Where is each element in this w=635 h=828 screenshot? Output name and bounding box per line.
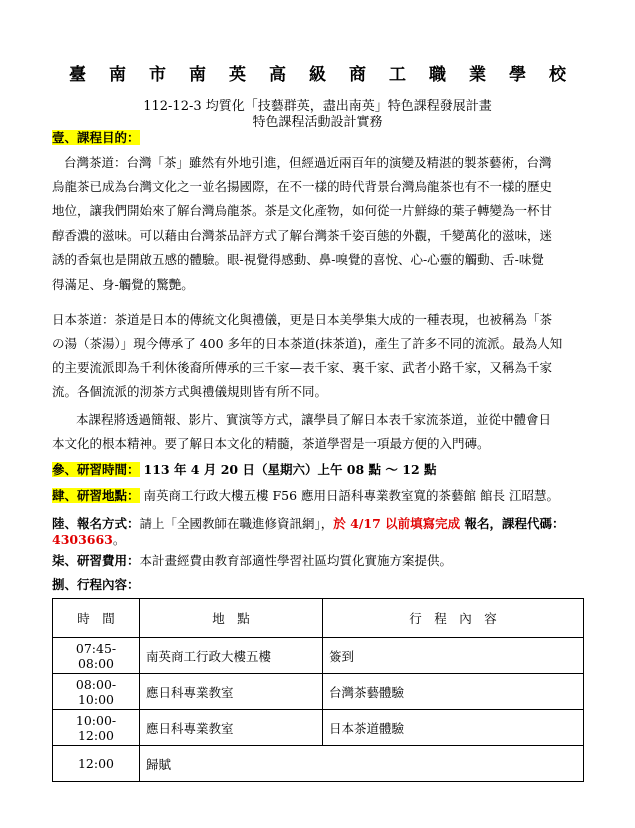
registration-text-2: 報名，課程代碼：: [460, 516, 565, 531]
section6-line: [52, 551, 452, 569]
section6-heading: 柒、研習費用：: [52, 553, 140, 568]
para1-line: 得滿足、身-觸覺的驚艷。: [52, 277, 194, 292]
para1-line: 烏龍茶已成為台灣文化之一並名揚國際，在不一樣的時代背景台灣烏龍茶也有不一樣的歷史: [52, 179, 553, 194]
para2-line: 的主要流派即為千利休後裔所傳承的三千家—表千家、裏千家、武者小路千家，又稱為千家: [52, 360, 553, 375]
school-title: 臺南市南英高級商工職業學校: [69, 65, 589, 85]
table-row: [53, 710, 584, 746]
course-subtitle: 特色課程活動設計實務: [252, 115, 383, 130]
section1-heading-line: [52, 128, 140, 146]
row-place: 應日科專業教室: [140, 674, 323, 710]
section4-line: [52, 486, 559, 504]
training-fee: 本計畫經費由教育部適性學習社區均質化實施方案提供。: [139, 553, 453, 568]
plan-subtitle: 112-12-3 均質化「技藝群英，盡出南英」特色課程發展計畫: [143, 99, 492, 114]
section1-heading: 壹、課程目的：: [52, 130, 140, 145]
section5-line: [52, 514, 565, 532]
row-place: 應日科專業教室: [140, 710, 323, 746]
table-row: [53, 674, 584, 710]
section7-line: [52, 575, 140, 593]
row-content: 台灣茶藝體驗: [323, 674, 584, 710]
header-time: 時 間: [53, 599, 140, 638]
course-code: 4303663: [52, 532, 113, 547]
para1-line: 地位，讓我們開始來了解台灣烏龍茶。茶是文化產物，如何從一片鮮綠的葉子轉變為一杯甘: [52, 203, 553, 218]
para2-line: 流。各個流派的沏茶方式與禮儀規則皆有所不同。: [52, 384, 328, 399]
row-time: 12:00: [53, 746, 140, 782]
registration-text: 請上「全國教師在職進修資訊網」，: [139, 516, 334, 531]
training-location: 南英商工行政大樓五樓 F56 應用日語科專業教室寬的茶藝館 館長 江昭慧。: [143, 488, 559, 503]
para2-line: 日本茶道：茶道是日本的傳統文化與禮儀，更是日本美學集大成的一種表現，也被稱為「茶: [52, 312, 553, 327]
para3-line: 本課程將透過簡報、影片、實演等方式，讓學員了解日本表千家流茶道，並從中體會日: [76, 412, 552, 427]
section3-line: [52, 460, 437, 478]
row-place: 歸賦: [140, 746, 584, 782]
row-time: 07:45-08:00: [53, 638, 140, 674]
table-row: [53, 638, 584, 674]
training-time: 113 年 4 月 20 日（星期六）上午 08 點 ～ 12 點: [143, 462, 437, 477]
row-content: 簽到: [323, 638, 584, 674]
para1-line: 醇香濃的滋味。可以藉由台灣茶品評方式了解台灣茶千姿百態的外觀，千變萬化的滋味，迷: [52, 228, 553, 243]
row-time: 10:00-12:00: [53, 710, 140, 746]
schedule-header-row: [53, 599, 584, 638]
section4-heading: 肆、研習地點：: [52, 488, 140, 503]
schedule-table: [52, 598, 584, 782]
para1-line: 誘的香氣也是開啟五感的體驗。眼-視覺得感動、鼻-嗅覺的喜悅、心-心靈的觸動、舌-味覺: [52, 252, 544, 267]
para1-line: 台灣茶道：台灣「茶」雖然有外地引進，但經過近兩百年的演變及精湛的製茶藝術，台灣: [64, 155, 552, 170]
para2-line: の湯（茶湯）」現今傳承了 400 多年的日本茶道(抹茶道)，產生了許多不同的流派。最為人知: [52, 336, 563, 351]
course-code-end: 。: [112, 532, 126, 547]
section5-heading: 陸、報名方式：: [52, 516, 140, 531]
row-place: 南英商工行政大樓五樓: [140, 638, 323, 674]
registration-deadline: 於 4/17 以前填寫完成: [333, 516, 461, 531]
row-content: 日本茶道體驗: [323, 710, 584, 746]
section3-heading: 參、研習時間：: [52, 462, 140, 477]
header-content: 行 程 內 容: [323, 599, 584, 638]
table-row: [53, 746, 584, 782]
header-place: 地 點: [140, 599, 323, 638]
row-time: 08:00-10:00: [53, 674, 140, 710]
section7-heading: 捌、行程內容：: [52, 577, 140, 592]
section5-code-line: [52, 530, 125, 548]
para3-line: 本文化的根本精神。要了解日本文化的精髓，茶道學習是一項最方便的入門磚。: [52, 436, 490, 451]
